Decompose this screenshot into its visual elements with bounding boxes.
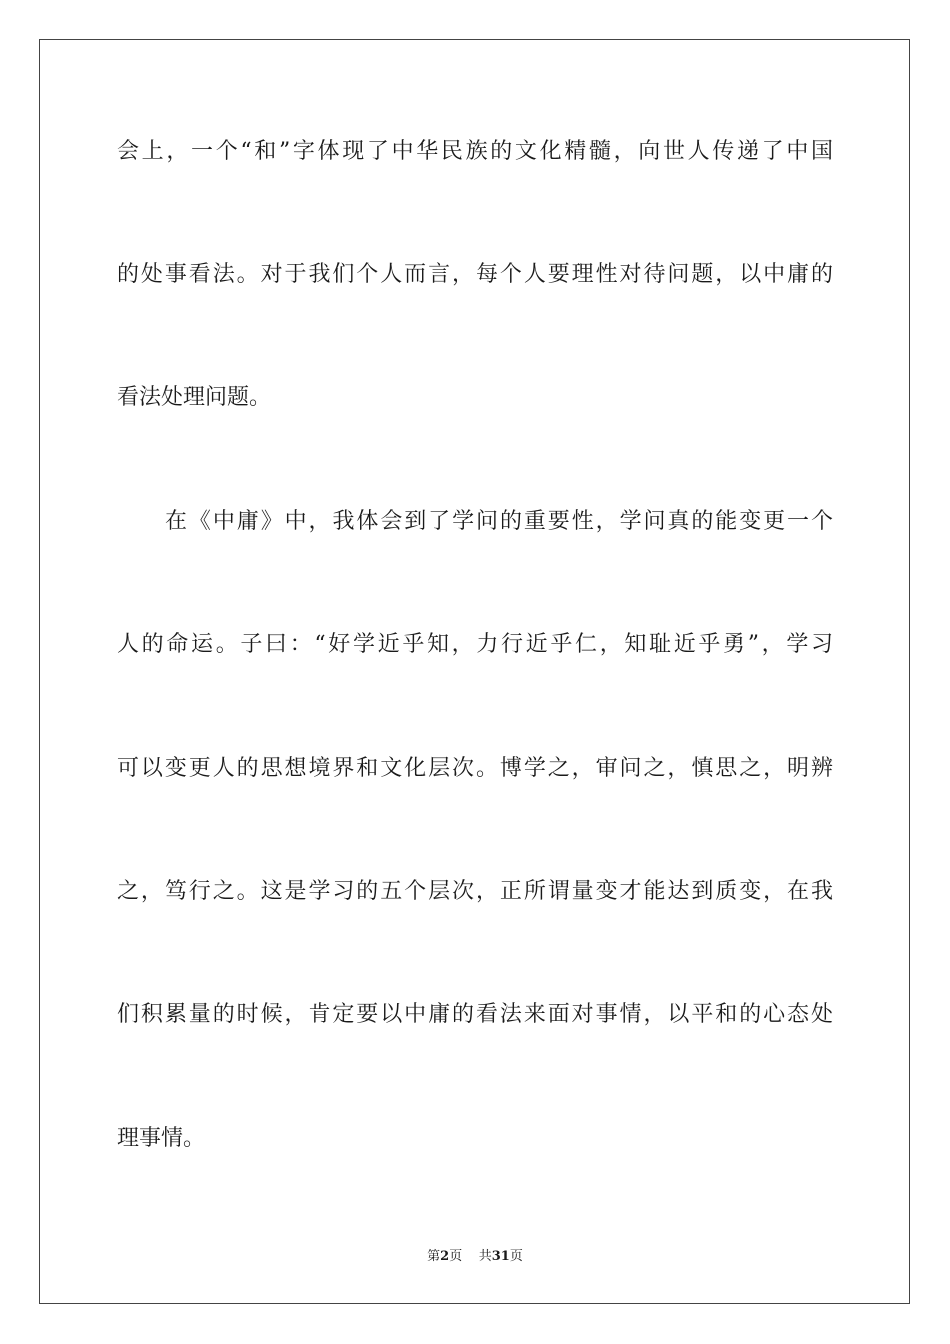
text-line-2: 的处事看法。对于我们个人而言，每个人要理性对待问题，以中庸的	[117, 262, 833, 287]
text-line-8: 们积累量的时候，肯定要以中庸的看法来面对事情，以平和的心态处	[117, 1002, 833, 1027]
page-prefix: 第	[427, 1249, 441, 1264]
total-suffix: 页	[509, 1249, 523, 1264]
page-number: 2	[440, 1249, 450, 1264]
total-pages: 31	[491, 1249, 510, 1264]
text-line-9: 理事情。	[117, 1126, 206, 1151]
text-line-6: 可以变更人的思想境界和文化层次。博学之，审问之，慎思之，明辨	[117, 756, 833, 781]
text-line-7: 之，笃行之。这是学习的五个层次，正所谓量变才能达到质变，在我	[117, 879, 833, 904]
text-line-3: 看法处理问题。	[117, 385, 272, 410]
total-prefix: 共	[478, 1249, 492, 1264]
page-footer	[0, 1245, 950, 1264]
text-line-4: 在《中庸》中，我体会到了学问的重要性，学问真的能变更一个	[165, 509, 833, 534]
text-line-1: 会上，一个“和”字体现了中华民族的文化精髓，向世人传递了中国	[117, 139, 833, 164]
text-line-5: 人的命运。子曰：“好学近乎知，力行近乎仁，知耻近乎勇”，学习	[117, 632, 833, 657]
page-suffix: 页	[449, 1249, 463, 1264]
page-border	[39, 39, 910, 1304]
